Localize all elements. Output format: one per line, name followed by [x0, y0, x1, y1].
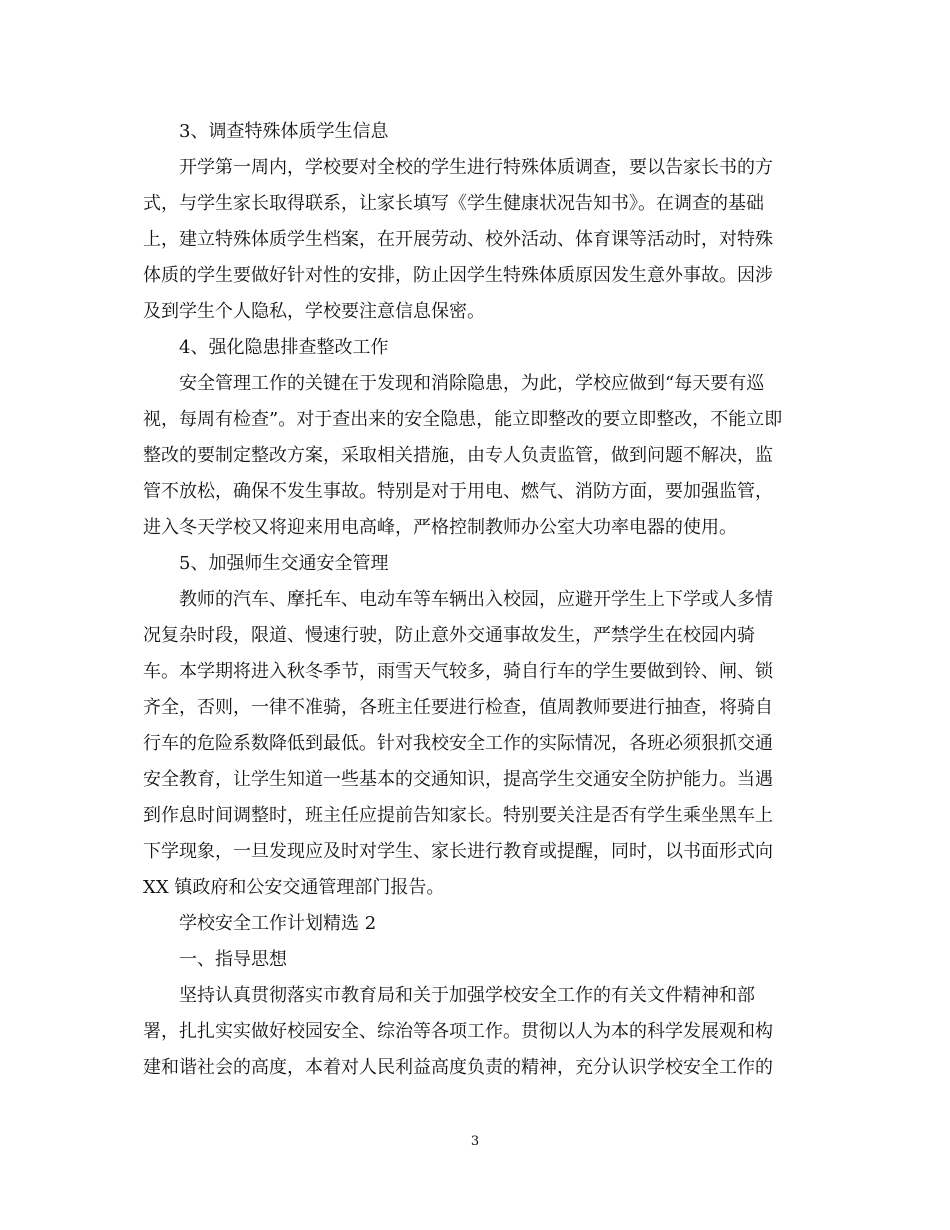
text-line: XX 镇政府和公安交通管理部门报告。	[143, 877, 445, 898]
text-line: 管不放松，确保不发生事故。特别是对于用电、燃气、消防方面，要加强监管，	[143, 481, 773, 502]
text-line: 行车的危险系数降低到最低。针对我校安全工作的实际情况，各班必须狠抓交通	[143, 733, 773, 754]
text-line: 体质的学生要做好针对性的安排，防止因学生特殊体质原因发生意外事故。因涉	[143, 265, 773, 286]
text-line: 一、指导思想	[179, 949, 287, 970]
text-line: 整改的要制定整改方案，采取相关措施，由专人负责监管，做到问题不解决，监	[143, 445, 773, 466]
text-line: 3、调查特殊体质学生信息	[179, 121, 389, 142]
text-line: 学校安全工作计划精选 2	[179, 913, 377, 934]
text-line: 5、加强师生交通安全管理	[179, 553, 389, 574]
text-line: 安全教育，让学生知道一些基本的交通知识，提高学生交通安全防护能力。当遇	[143, 769, 773, 790]
text-line: 署，扎扎实实做好校园安全、综治等各项工作。贯彻以人为本的科学发展观和构	[143, 1021, 773, 1042]
page-number: 3	[470, 1134, 480, 1149]
text-line: 车。本学期将进入秋冬季节，雨雪天气较多，骑自行车的学生要做到铃、闸、锁	[143, 661, 773, 682]
text-line: 开学第一周内，学校要对全校的学生进行特殊体质调查，要以告家长书的方	[179, 157, 773, 178]
text-line: 齐全，否则，一律不准骑，各班主任要进行检查，值周教师要进行抽查，将骑自	[143, 697, 773, 718]
text-line: 及到学生个人隐私，学校要注意信息保密。	[143, 301, 485, 322]
text-line: 下学现象，一旦发现应及时对学生、家长进行教育或提醒，同时，以书面形式向	[143, 841, 773, 862]
text-line: 式，与学生家长取得联系，让家长填写《学生健康状况告知书》。在调查的基础	[143, 193, 764, 214]
text-line: 坚持认真贯彻落实市教育局和关于加强学校安全工作的有关文件精神和部	[179, 985, 755, 1006]
text-line: 况复杂时段，限道、慢速行驶，防止意外交通事故发生，严禁学生在校园内骑	[143, 625, 755, 646]
text-line: 进入冬天学校又将迎来用电高峰，严格控制教师办公室大功率电器的使用。	[143, 517, 737, 538]
text-line: 教师的汽车、摩托车、电动车等车辆出入校园，应避开学生上下学或人多情	[179, 589, 773, 610]
text-line: 视，每周有检查”。对于查出来的安全隐患，能立即整改的要立即整改，不能立即	[143, 409, 783, 430]
document-body	[143, 114, 801, 1086]
text-line: 到作息时间调整时，班主任应提前告知家长。特别要关注是否有学生乘坐黑车上	[143, 805, 773, 826]
text-line: 4、强化隐患排查整改工作	[179, 337, 389, 358]
text-line: 安全管理工作的关键在于发现和消除隐患，为此，学校应做到“每天要有巡	[179, 373, 765, 394]
text-line: 建和谐社会的高度，本着对人民利益高度负责的精神，充分认识学校安全工作的	[143, 1057, 773, 1078]
text-line: 上，建立特殊体质学生档案，在开展劳动、校外活动、体育课等活动时，对特殊	[143, 229, 773, 250]
